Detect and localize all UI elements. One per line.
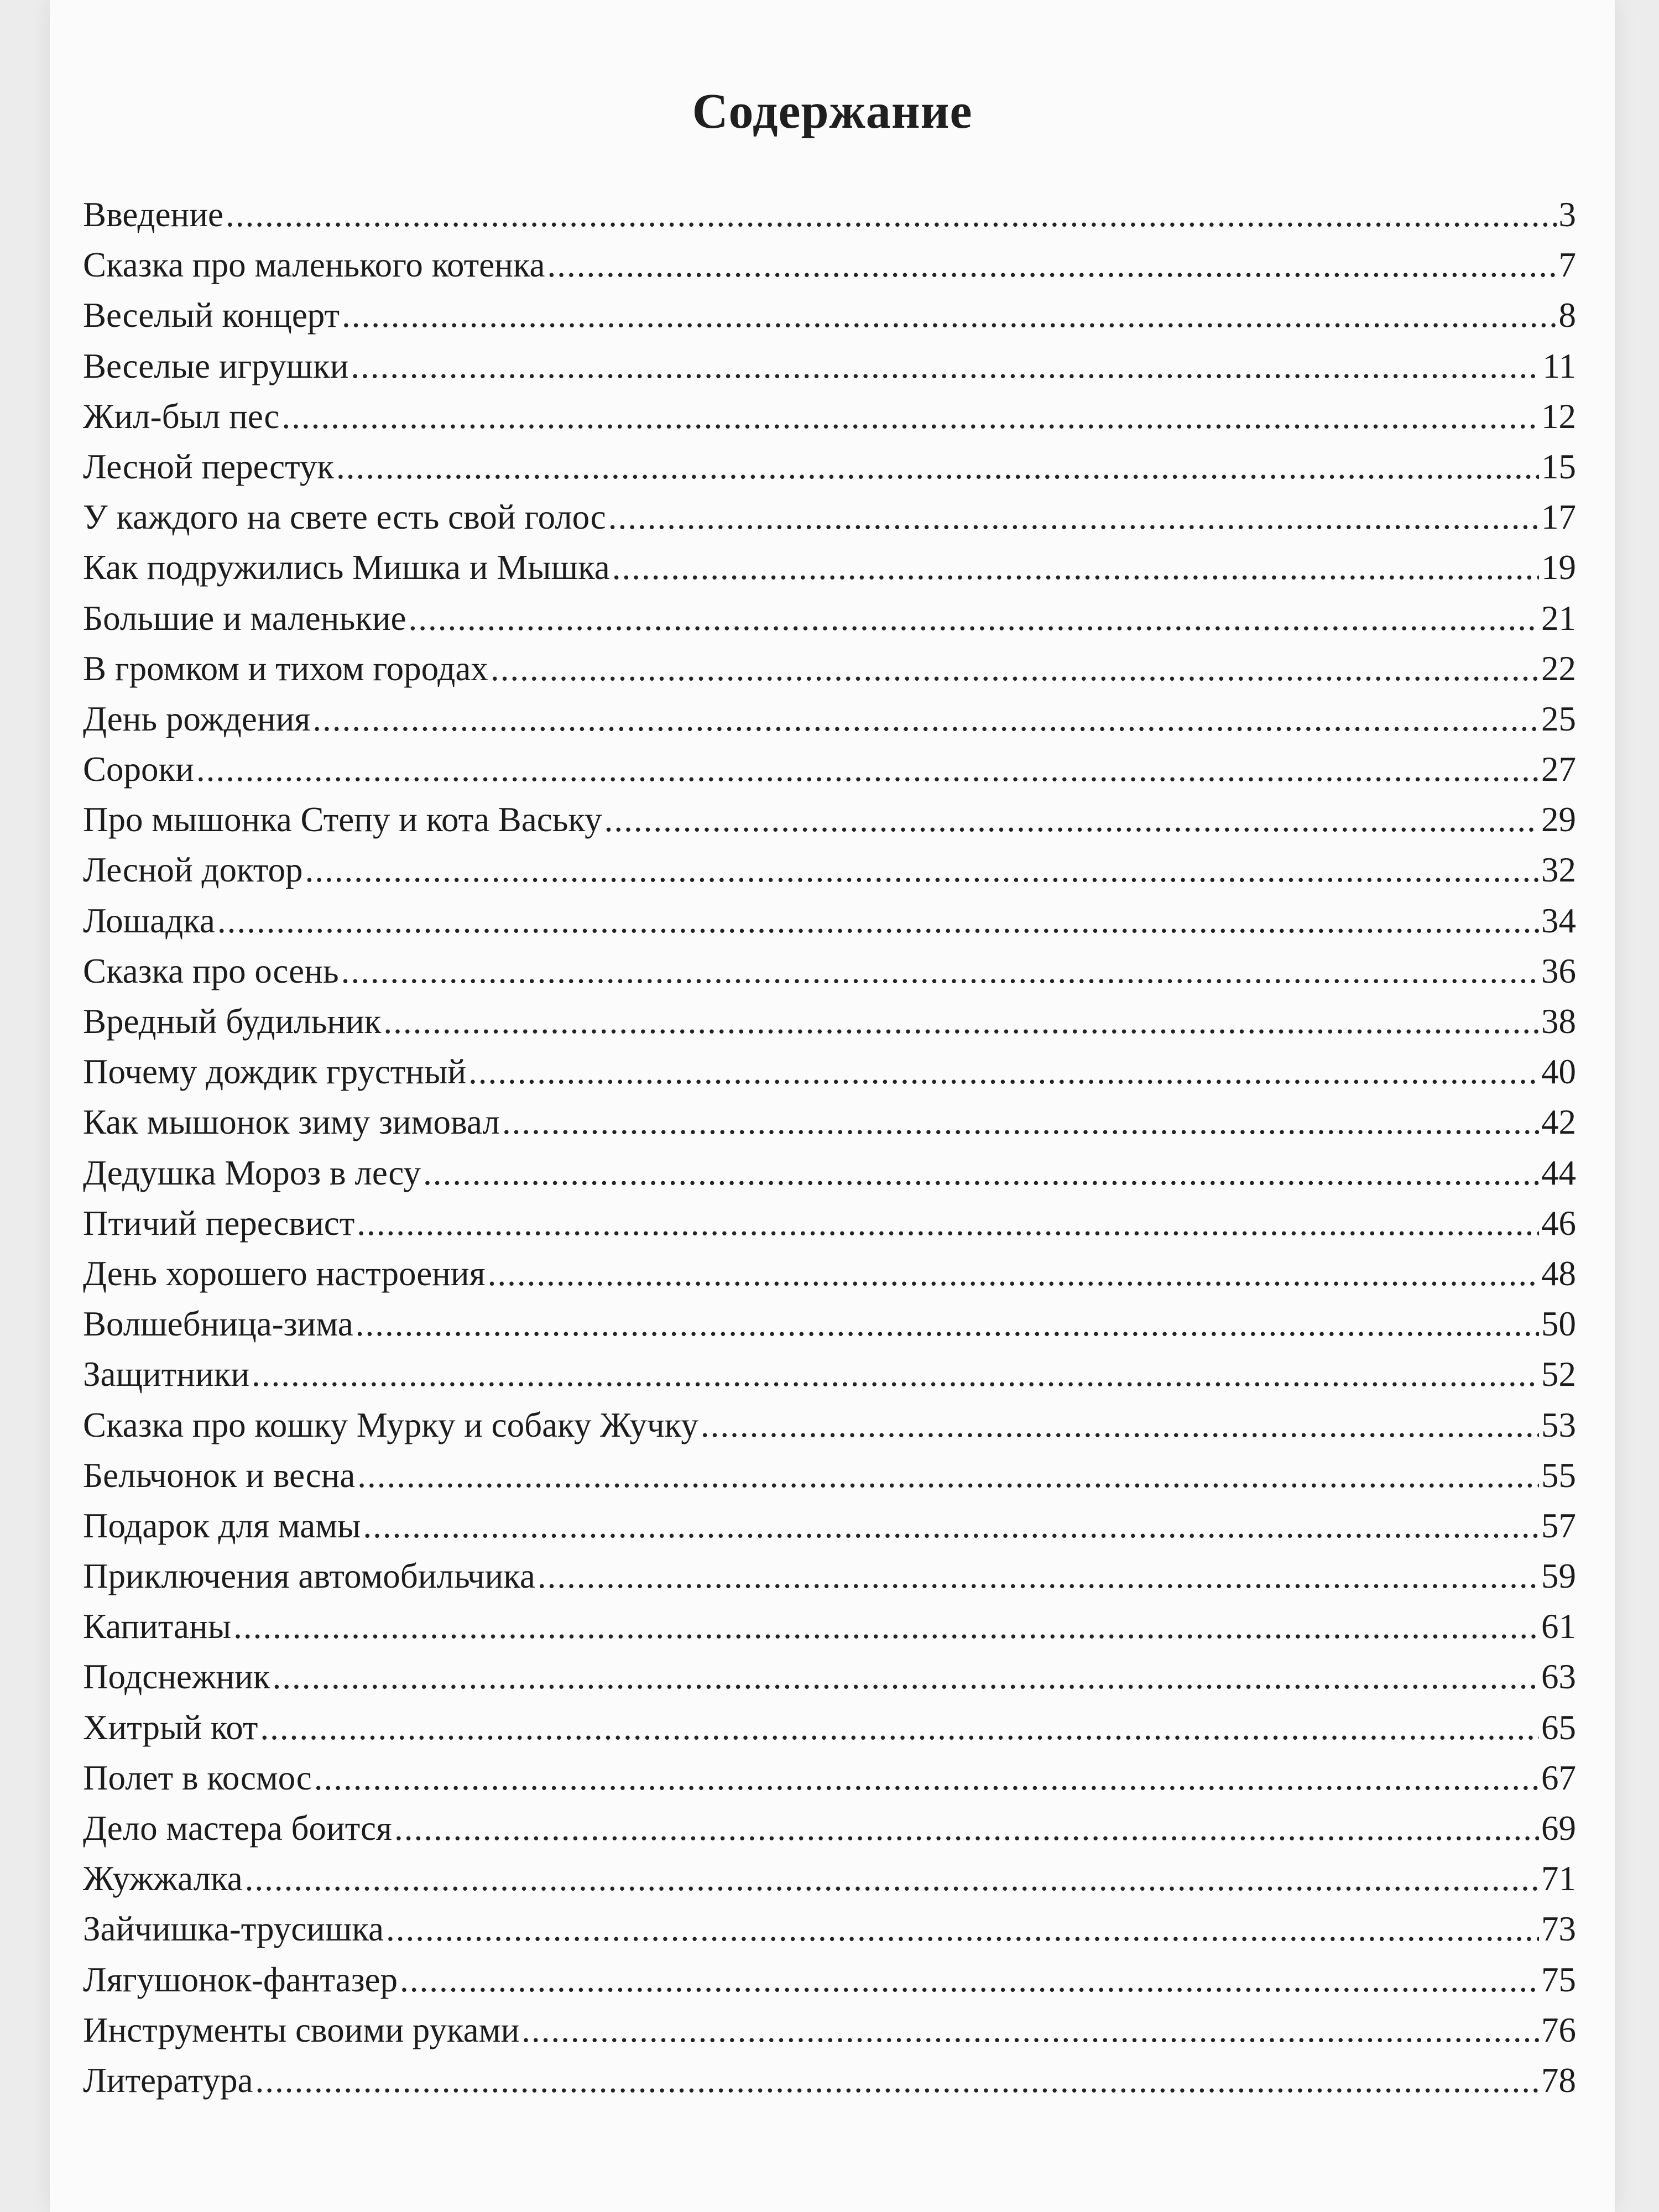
toc-entry-page-number: 71 bbox=[1541, 1859, 1576, 1898]
toc-entry bbox=[83, 1400, 1576, 1451]
toc-entry bbox=[83, 190, 1576, 240]
toc-entry-title: День хорошего настроения bbox=[83, 1254, 486, 1293]
dot-leader bbox=[357, 1451, 1539, 1501]
dot-leader bbox=[538, 1551, 1539, 1601]
toc-entry-page-number: 53 bbox=[1541, 1405, 1576, 1444]
dot-leader bbox=[226, 190, 1557, 240]
toc-entry-page-number: 32 bbox=[1541, 851, 1576, 890]
toc-entry-page-number: 22 bbox=[1541, 649, 1576, 688]
dot-leader bbox=[423, 1148, 1539, 1198]
toc-entry bbox=[83, 341, 1576, 392]
dot-leader bbox=[233, 1601, 1539, 1652]
toc-entry bbox=[83, 1249, 1576, 1299]
toc-entry bbox=[83, 1451, 1576, 1501]
dot-leader bbox=[341, 946, 1539, 997]
toc-entry-title: Защитники bbox=[83, 1355, 250, 1394]
toc-entry-page-number: 11 bbox=[1542, 346, 1576, 385]
toc-entry-page-number: 78 bbox=[1541, 2060, 1576, 2100]
dot-leader bbox=[356, 1299, 1539, 1349]
toc-entry-page-number: 27 bbox=[1541, 750, 1576, 789]
toc-entry-title: Литература bbox=[83, 2060, 253, 2100]
dot-leader bbox=[491, 644, 1539, 694]
toc-entry-title: Волшебница-зима bbox=[83, 1305, 353, 1344]
toc-entry bbox=[83, 442, 1576, 492]
toc-entry bbox=[83, 1501, 1576, 1551]
toc-entry bbox=[83, 644, 1576, 694]
toc-entry-page-number: 69 bbox=[1541, 1809, 1576, 1848]
toc-entry-page-number: 12 bbox=[1541, 397, 1576, 436]
dot-leader bbox=[312, 694, 1539, 744]
toc-entry bbox=[83, 896, 1576, 946]
dot-leader bbox=[547, 240, 1557, 290]
toc-entry-title: Веселый концерт bbox=[83, 296, 340, 335]
dot-leader bbox=[314, 1753, 1539, 1803]
dot-leader bbox=[305, 845, 1539, 895]
toc-entry-page-number: 65 bbox=[1541, 1708, 1576, 1747]
toc-entry-page-number: 46 bbox=[1541, 1203, 1576, 1243]
dot-leader bbox=[196, 744, 1539, 795]
dot-leader bbox=[502, 1097, 1539, 1147]
toc-entry bbox=[83, 1349, 1576, 1400]
dot-leader bbox=[217, 896, 1539, 946]
dot-leader bbox=[245, 1854, 1539, 1904]
toc-entry-title: Про мышонка Степу и кота Ваську bbox=[83, 800, 602, 839]
toc-entry bbox=[83, 997, 1576, 1047]
dot-leader bbox=[400, 1955, 1539, 2005]
toc-entry-title: Бельчонок и весна bbox=[83, 1455, 356, 1495]
dot-leader bbox=[281, 392, 1539, 442]
toc-entry-page-number: 17 bbox=[1541, 498, 1576, 537]
toc-entry-page-number: 7 bbox=[1558, 246, 1576, 285]
toc-entry-title: Лесной перестук bbox=[83, 447, 334, 486]
toc-entry-title: Капитаны bbox=[83, 1607, 232, 1646]
dot-leader bbox=[386, 1904, 1539, 1954]
document-page bbox=[50, 0, 1615, 2212]
toc-entry-title: Веселые игрушки bbox=[83, 346, 349, 385]
toc-entry bbox=[83, 845, 1576, 895]
toc-entry-title: Птичий пересвист bbox=[83, 1203, 355, 1243]
toc-entry bbox=[83, 1703, 1576, 1753]
toc-entry-title: Большие и маленькие bbox=[83, 598, 406, 638]
toc-entry-title: У каждого на свете есть свой голос bbox=[83, 498, 606, 537]
toc-entry bbox=[83, 1904, 1576, 1954]
dot-leader bbox=[383, 997, 1539, 1047]
toc-entry bbox=[83, 744, 1576, 795]
toc-entry bbox=[83, 1753, 1576, 1803]
dot-leader bbox=[488, 1249, 1539, 1299]
toc-entry-page-number: 59 bbox=[1541, 1557, 1576, 1596]
toc-entry-page-number: 34 bbox=[1541, 901, 1576, 940]
dot-leader bbox=[255, 2056, 1539, 2106]
toc-entry-page-number: 36 bbox=[1541, 951, 1576, 990]
dot-leader bbox=[260, 1703, 1539, 1753]
dot-leader bbox=[357, 1198, 1539, 1249]
toc-entry-page-number: 52 bbox=[1541, 1355, 1576, 1394]
toc-entry bbox=[83, 694, 1576, 744]
toc-entry-page-number: 15 bbox=[1541, 447, 1576, 486]
toc-entry-title: Почему дождик грустный bbox=[83, 1052, 467, 1092]
toc-entry-page-number: 8 bbox=[1558, 296, 1576, 335]
toc-entry-title: Лошадка bbox=[83, 901, 215, 940]
toc-entry-page-number: 55 bbox=[1541, 1455, 1576, 1495]
toc-entry-title: Зайчишка-трусишка bbox=[83, 1910, 384, 1949]
toc-entry bbox=[83, 1148, 1576, 1198]
dot-leader bbox=[409, 593, 1539, 644]
toc-entry bbox=[83, 392, 1576, 442]
dot-leader bbox=[612, 542, 1539, 593]
toc-entry-title: Подарок для мамы bbox=[83, 1506, 361, 1545]
toc-entry bbox=[83, 1955, 1576, 2005]
toc-entry-title: Как подружились Мишка и Мышка bbox=[83, 548, 610, 587]
toc-entry-page-number: 50 bbox=[1541, 1305, 1576, 1344]
dot-leader bbox=[701, 1400, 1539, 1451]
toc-entry bbox=[83, 1097, 1576, 1147]
toc-entry-title: Жужжалка bbox=[83, 1859, 243, 1898]
toc-entry-title: Дедушка Мороз в лесу bbox=[83, 1153, 421, 1192]
toc-entry-title: Инструменты своими руками bbox=[83, 2010, 520, 2049]
toc-entry-page-number: 19 bbox=[1541, 548, 1576, 587]
toc-entry-title: Полет в космос bbox=[83, 1758, 312, 1797]
toc-entry-page-number: 3 bbox=[1558, 195, 1576, 234]
toc-entry bbox=[83, 542, 1576, 593]
toc-entry-title: Дело мастера боится bbox=[83, 1809, 392, 1848]
toc-entry-title: День рождения bbox=[83, 699, 311, 738]
toc-entry-title: Лягушонок-фантазер bbox=[83, 1960, 398, 1999]
table-of-contents bbox=[83, 190, 1576, 2106]
toc-entry-title: Хитрый кот bbox=[83, 1708, 258, 1747]
toc-entry-page-number: 73 bbox=[1541, 1910, 1576, 1949]
dot-leader bbox=[342, 290, 1557, 341]
toc-entry bbox=[83, 1198, 1576, 1249]
toc-entry-page-number: 57 bbox=[1541, 1506, 1576, 1545]
toc-entry-title: Введение bbox=[83, 195, 223, 234]
toc-entry-page-number: 42 bbox=[1541, 1103, 1576, 1142]
dot-leader bbox=[394, 1803, 1539, 1854]
toc-entry-page-number: 44 bbox=[1541, 1153, 1576, 1192]
toc-entry-page-number: 76 bbox=[1541, 2010, 1576, 2049]
toc-entry bbox=[83, 1601, 1576, 1652]
toc-entry bbox=[83, 1551, 1576, 1601]
dot-leader bbox=[608, 492, 1539, 542]
toc-entry bbox=[83, 240, 1576, 290]
toc-entry bbox=[83, 795, 1576, 845]
toc-entry bbox=[83, 1652, 1576, 1702]
toc-entry-title: Приключения автомобильчика bbox=[83, 1557, 535, 1596]
toc-entry bbox=[83, 946, 1576, 997]
toc-entry-title: Вредный будильник bbox=[83, 1002, 382, 1041]
page-title: Содержание bbox=[692, 84, 973, 139]
toc-entry bbox=[83, 593, 1576, 644]
toc-entry bbox=[83, 2005, 1576, 2056]
dot-leader bbox=[272, 1652, 1539, 1702]
toc-entry-title: Сказка про осень bbox=[83, 951, 339, 990]
toc-entry bbox=[83, 1854, 1576, 1904]
toc-entry-page-number: 38 bbox=[1541, 1002, 1576, 1041]
toc-entry bbox=[83, 2056, 1576, 2106]
dot-leader bbox=[363, 1501, 1539, 1551]
toc-entry bbox=[83, 492, 1576, 542]
toc-entry-page-number: 63 bbox=[1541, 1657, 1576, 1697]
dot-leader bbox=[521, 2005, 1539, 2056]
toc-entry-title: Сороки bbox=[83, 750, 194, 789]
dot-leader bbox=[336, 442, 1539, 492]
toc-entry-title: Подснежник bbox=[83, 1657, 270, 1697]
toc-entry-title: В громком и тихом городах bbox=[83, 649, 488, 688]
dot-leader bbox=[468, 1047, 1539, 1097]
toc-entry-page-number: 67 bbox=[1541, 1758, 1576, 1797]
toc-entry bbox=[83, 290, 1576, 341]
toc-entry bbox=[83, 1803, 1576, 1854]
toc-entry-title: Жил-был пес bbox=[83, 397, 280, 436]
toc-entry-title: Сказка про маленького котенка bbox=[83, 246, 545, 285]
toc-entry-page-number: 48 bbox=[1541, 1254, 1576, 1293]
dot-leader bbox=[604, 795, 1539, 845]
toc-entry-page-number: 29 bbox=[1541, 800, 1576, 839]
dot-leader bbox=[351, 341, 1540, 392]
toc-entry-page-number: 25 bbox=[1541, 699, 1576, 738]
toc-entry-title: Сказка про кошку Мурку и собаку Жучку bbox=[83, 1405, 698, 1444]
toc-entry bbox=[83, 1047, 1576, 1097]
toc-entry-title: Лесной доктор bbox=[83, 851, 303, 890]
toc-entry-page-number: 21 bbox=[1541, 598, 1576, 638]
dot-leader bbox=[252, 1349, 1539, 1400]
toc-entry-title: Как мышонок зиму зимовал bbox=[83, 1103, 500, 1142]
toc-entry-page-number: 40 bbox=[1541, 1052, 1576, 1092]
toc-entry bbox=[83, 1299, 1576, 1349]
toc-entry-page-number: 75 bbox=[1541, 1960, 1576, 1999]
toc-entry-page-number: 61 bbox=[1541, 1607, 1576, 1646]
